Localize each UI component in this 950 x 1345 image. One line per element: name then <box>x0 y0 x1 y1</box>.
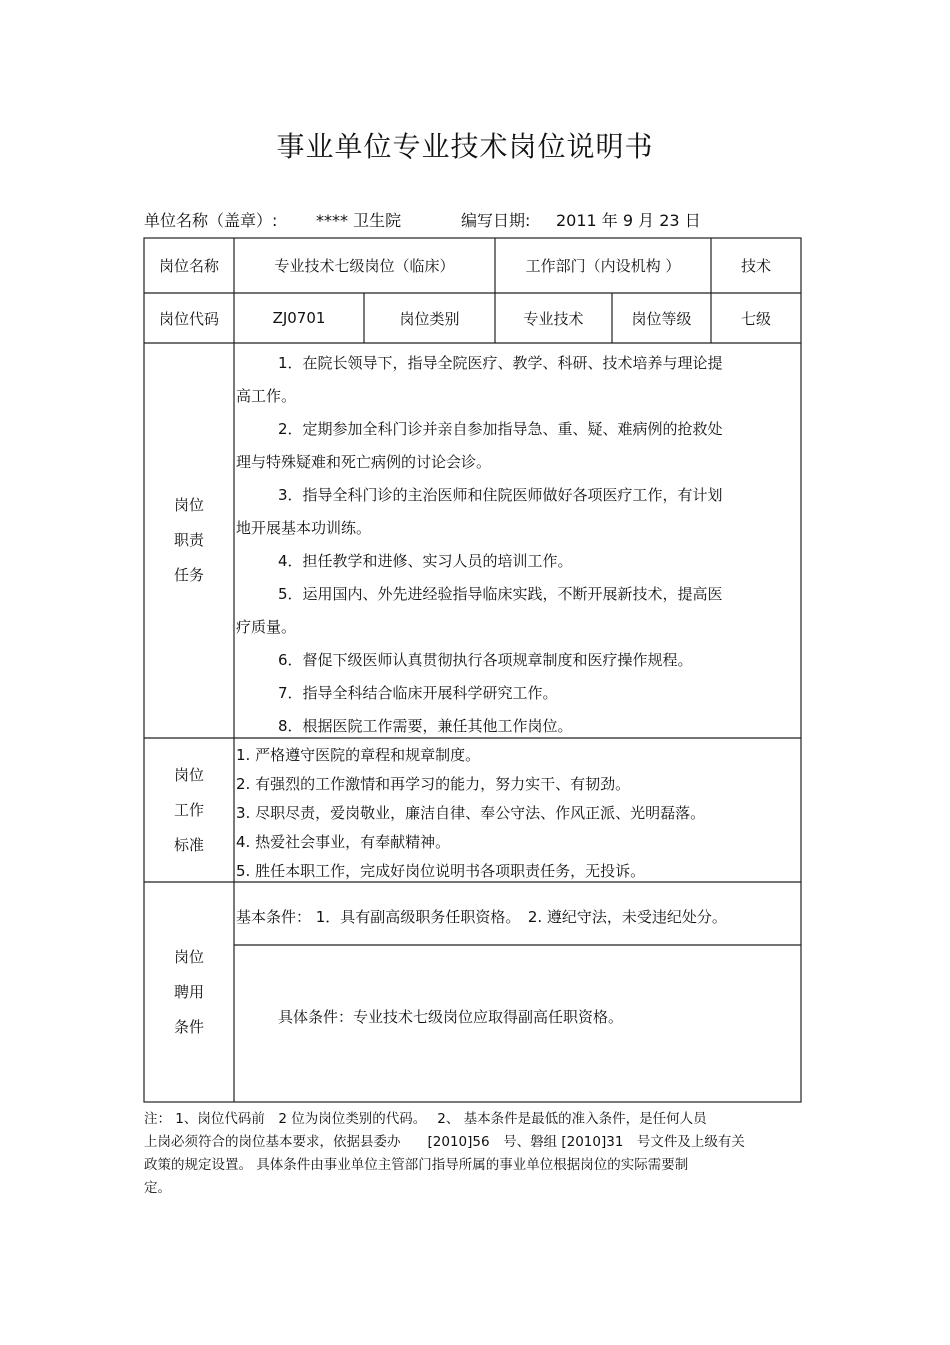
duties-label-line: 任务 <box>173 566 204 584</box>
unit-label: 单位名称（盖章）: <box>144 211 278 230</box>
post-grade-label: 岗位等级 <box>631 309 692 328</box>
date-value: 2011 年 9 月 23 日 <box>556 211 701 230</box>
note-line: 注： 1、岗位代码前 2 位为岗位类别的代码。 2、 基本条件是最低的准入条件，是任何人员 <box>144 1111 707 1127</box>
duty-line: 4．担任教学和进修、实习人员的培训工作。 <box>278 552 573 570</box>
duty-line: 6．督促下级医师认真贯彻执行各项规章制度和医疗操作规程。 <box>278 651 693 669</box>
dept-label: 工作部门（内设机构 ） <box>525 257 681 275</box>
post-code-label: 岗位代码 <box>158 309 219 328</box>
page-title: 事业单位专业技术岗位说明书 <box>276 130 654 163</box>
duty-line: 地开展基本功训练。 <box>236 519 372 537</box>
standards-label-line: 标准 <box>173 835 204 854</box>
conditions-label <box>144 882 234 1102</box>
post-name-value: 专业技术七级岗位（临床） <box>274 257 455 275</box>
note-line: 政策的规定设置。 具体条件由事业单位主管部门指导所属的事业单位根据岗位的实际需要制 <box>144 1157 689 1173</box>
standard-line: 1. 严格遵守医院的章程和规章制度。 <box>236 746 481 764</box>
conditions-label-line: 岗位 <box>173 947 204 966</box>
standard-line: 3. 尽职尽责，爱岗敬业，廉洁自律、奉公守法、作风正派、光明磊落。 <box>236 804 706 822</box>
post-code-value: ZJ0701 <box>272 309 326 327</box>
post-category-value: 专业技术 <box>523 309 584 328</box>
standards-label <box>144 738 234 882</box>
post-name-label: 岗位名称 <box>158 257 219 275</box>
duties-label <box>144 343 234 738</box>
conditions-label-line: 条件 <box>173 1017 204 1036</box>
duty-line: 7．指导全科结合临床开展科学研究工作。 <box>278 684 558 702</box>
duty-line: 高工作。 <box>236 387 297 405</box>
duty-line: 3．指导全科门诊的主治医师和住院医师做好各项医疗工作，有计划 <box>278 486 723 504</box>
standards-label-line: 工作 <box>173 800 204 819</box>
note-line: 上岗必须符合的岗位基本要求，依据县委办 [2010]56 号、磐组 [2010]31 号文件及上级有关 <box>144 1134 745 1150</box>
duties-label-line: 岗位 <box>173 496 204 514</box>
dept-value: 技术 <box>740 257 771 275</box>
post-category-label: 岗位类别 <box>399 309 460 328</box>
standards-label-line: 岗位 <box>173 765 204 784</box>
unit-value: **** 卫生院 <box>316 211 402 230</box>
basic-conditions: 基本条件： 1．具有副高级职务任职资格。 2. 遵纪守法，未受违纪处分。 <box>236 908 727 926</box>
standard-line: 4. 热爱社会事业，有奉献精神。 <box>236 833 451 851</box>
duty-line: 2．定期参加全科门诊并亲自参加指导急、重、疑、难病例的抢救处 <box>278 420 723 438</box>
duty-line: 理与特殊疑难和死亡病例的讨论会诊。 <box>236 453 492 471</box>
duty-line: 8．根据医院工作需要，兼任其他工作岗位。 <box>278 717 573 735</box>
duty-line: 5．运用国内、外先进经验指导临床实践，不断开展新技术，提高医 <box>278 585 723 603</box>
duty-line: 疗质量。 <box>236 618 297 636</box>
post-grade-value: 七级 <box>740 309 771 328</box>
standard-line: 5. 胜任本职工作，完成好岗位说明书各项职责任务，无投诉。 <box>236 862 646 880</box>
standard-line: 2. 有强烈的工作激情和再学习的能力，努力实干、有韧劲。 <box>236 775 631 793</box>
duties-label-line: 职责 <box>173 531 204 549</box>
duty-line: 1．在院长领导下，指导全院医疗、教学、科研、技术培养与理论提 <box>278 354 723 372</box>
date-label: 编写日期: <box>461 211 531 230</box>
conditions-label-line: 聘用 <box>173 982 204 1001</box>
note-line: 定。 <box>144 1180 171 1196</box>
specific-conditions: 具体条件：专业技术七级岗位应取得副高任职资格。 <box>278 1008 624 1026</box>
